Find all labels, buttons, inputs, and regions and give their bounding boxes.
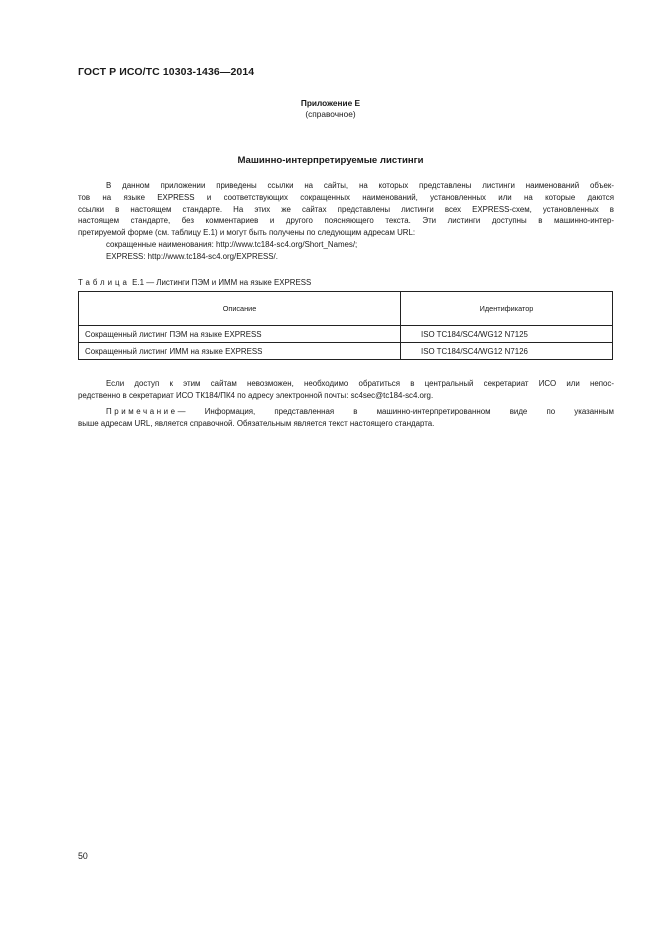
table-cell-identifier: ISO TC184/SC4/WG12 N7126 [401, 343, 613, 360]
note-label: Примечание [106, 407, 178, 416]
table-caption [78, 278, 311, 287]
section-title: Машинно-интерпретируемые листинги [237, 155, 424, 166]
table-row [79, 326, 613, 343]
table-row [79, 343, 613, 360]
note-line: выше адресам URL, является справочной. Обязательным является текст настоящего стандарта. [78, 418, 435, 428]
column-header-identifier: Идентификатор [401, 292, 613, 326]
table-cell-description: Сокращенный листинг ИММ на языке EXPRESS [79, 343, 401, 360]
access-line: Если доступ к этим сайтам невозможен, необходимо обратиться в центральный секретариат ИСО или непос- [106, 379, 614, 388]
access-paragraph [78, 378, 614, 402]
listings-table [78, 291, 613, 360]
annex-heading [0, 98, 661, 120]
note-text: — Информация, представленная в машинно-интерпретированном виде по указанным [177, 407, 614, 416]
express-url[interactable]: EXPRESS: http://www.tc184-sc4.org/EXPRESS/. [106, 251, 278, 261]
intro-line: настоящем стандарте, без комментариев и другого поясняющего текста. Эти листинги доступны в машинно-интер- [78, 216, 614, 226]
annex-title: Приложение Е [300, 98, 361, 108]
table-caption-label: Таблица [78, 278, 130, 287]
short-names-url[interactable]: сокращенные наименования: http://www.tc184-sc4.org/Short_Names/; [106, 239, 358, 249]
column-header-description: Описание [79, 292, 401, 326]
intro-line: В данном приложении приведены ссылки на сайты, на которых представлены листинги наименований объек- [106, 181, 614, 190]
intro-line: претируемой форме (см. таблицу Е.1) и могут быть получены по следующим адресам URL: [78, 228, 416, 238]
table-caption-text: Е.1 — Листинги ПЭМ и ИММ на языке EXPRESS [132, 278, 312, 287]
intro-line: тов на языке EXPRESS и соответствующих сокращенных наименований, установленных или на которые даются [78, 192, 614, 202]
table-cell-description: Сокращенный листинг ПЭМ на языке EXPRESS [79, 326, 401, 343]
table-cell-identifier: ISO TC184/SC4/WG12 N7125 [401, 326, 613, 343]
table-header-row [79, 292, 613, 326]
page-number: 50 [78, 851, 88, 861]
standard-header: ГОСТ Р ИСО/ТС 10303-1436—2014 [78, 66, 255, 78]
note-paragraph [78, 406, 614, 430]
access-line: редственно в секретариат ИСО ТК184/ПК4 по адресу электронной почты: sc4sec@tc184-sc4.org. [78, 390, 434, 400]
intro-line: ссылки в настоящем стандарте. На этих же сайтах представлены листинги всех EXPRESS-схем, установленных в [78, 204, 614, 214]
note-line [78, 406, 614, 418]
intro-paragraph [78, 180, 614, 263]
annex-subtitle: (справочное) [305, 109, 356, 119]
